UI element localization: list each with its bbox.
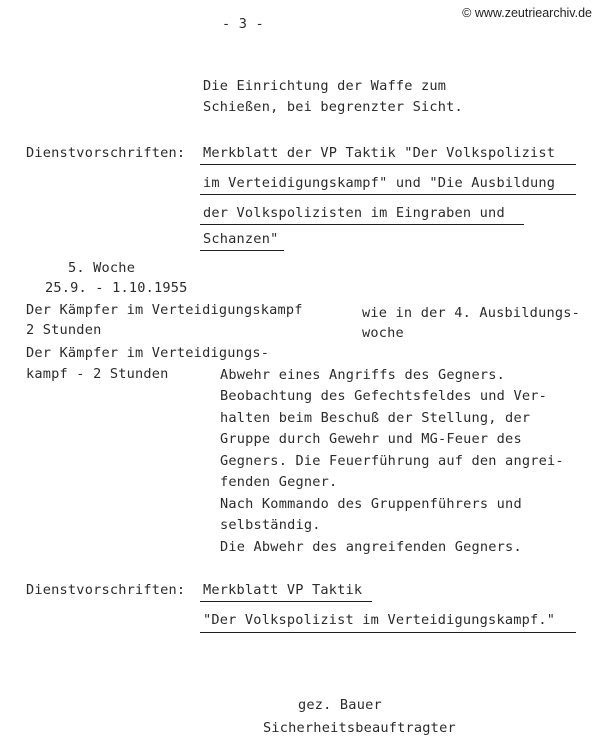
week-dates: 25.9. - 1.10.1955 xyxy=(45,280,188,296)
content-line: Beobachtung des Gefechtsfeldes und Ver- xyxy=(220,388,547,404)
content-line: selbständig. xyxy=(220,517,321,533)
regulation-text: im Verteidigungskampf" und "Die Ausbildung xyxy=(203,175,556,191)
topic-title: kampf - 2 Stunden xyxy=(26,366,169,382)
regulation-text: Merkblatt der VP Taktik "Der Volkspolizist xyxy=(203,145,556,161)
regulations-label: Dienstvorschriften: xyxy=(26,145,186,161)
content-line: Gegners. Die Feuerführung auf den angrei- xyxy=(220,453,564,469)
regulation-text: "Der Volkspolizist im Verteidigungskampf." xyxy=(203,612,556,628)
archive-watermark: © www.zeutriearchiv.de xyxy=(462,6,592,20)
content-line: Nach Kommando des Gruppenführers und xyxy=(220,496,522,512)
underline xyxy=(200,601,372,602)
content-line: Die Abwehr des angreifenden Gegners. xyxy=(220,539,522,555)
topic-duration: 2 Stunden xyxy=(26,322,102,338)
underline xyxy=(200,632,576,633)
regulations-label: Dienstvorschriften: xyxy=(26,582,186,598)
text-line: Schießen, bei begrenzter Sicht. xyxy=(203,99,463,115)
page-number: - 3 - xyxy=(222,16,264,32)
content-line: Gruppe durch Gewehr und MG-Feuer des xyxy=(220,431,522,447)
topic-note: woche xyxy=(362,325,404,341)
text-line: Die Einrichtung der Waffe zum xyxy=(203,78,447,94)
topic-title: Der Kämpfer im Verteidigungs- xyxy=(26,345,270,361)
signature-title: Sicherheitsbeauftragter xyxy=(263,720,456,736)
underline xyxy=(200,224,524,225)
underline xyxy=(200,250,284,251)
content-line: halten beim Beschuß der Stellung, der xyxy=(220,410,531,426)
week-title: 5. Woche xyxy=(68,260,136,276)
regulation-text: Schanzen" xyxy=(203,231,279,247)
regulation-text: der Volkspolizisten im Eingraben und xyxy=(203,205,505,221)
signature-name: gez. Bauer xyxy=(298,697,382,713)
topic-title: Der Kämpfer im Verteidigungskampf xyxy=(26,302,303,318)
content-line: fenden Gegner. xyxy=(220,474,338,490)
underline xyxy=(200,164,576,165)
regulation-text: Merkblatt VP Taktik xyxy=(203,582,363,598)
topic-note: wie in der 4. Ausbildungs- xyxy=(362,305,580,321)
content-line: Abwehr eines Angriffs des Gegners. xyxy=(220,367,506,383)
underline xyxy=(200,194,576,195)
